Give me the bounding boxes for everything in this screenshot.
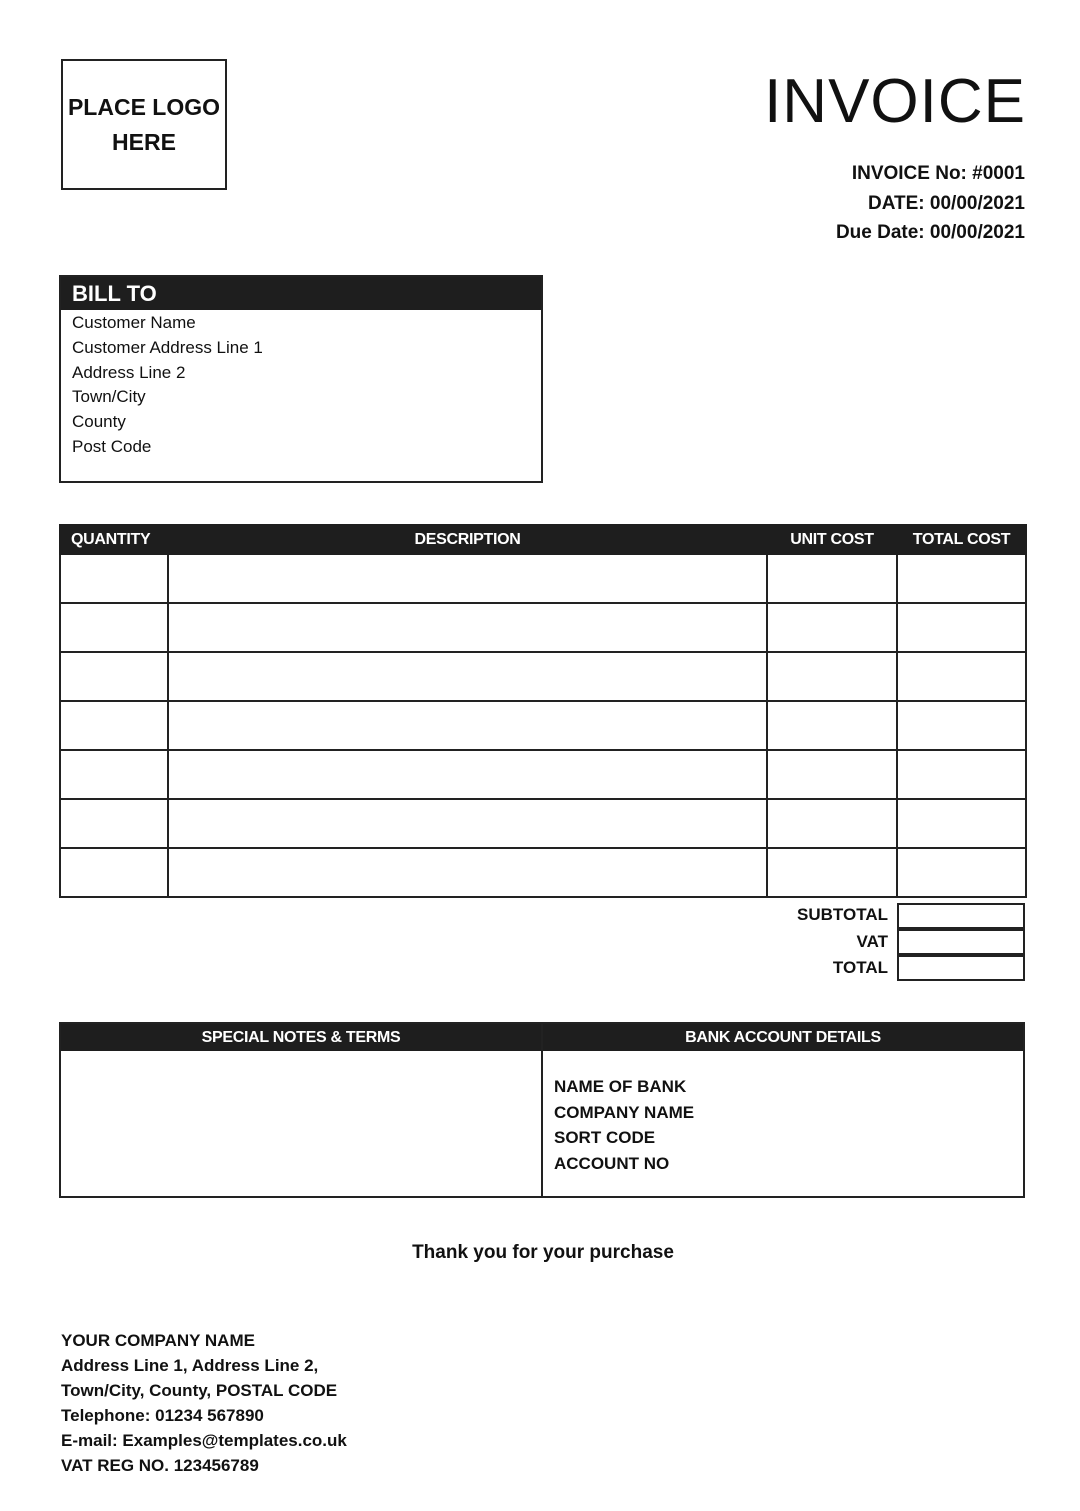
- unit-cost-cell[interactable]: [767, 701, 897, 750]
- column-header-quantity: QUANTITY: [60, 525, 168, 554]
- description-cell[interactable]: [168, 799, 767, 848]
- description-cell[interactable]: [168, 652, 767, 701]
- unit-cost-cell[interactable]: [767, 603, 897, 652]
- quantity-cell[interactable]: [60, 799, 168, 848]
- bank-details-body: [543, 1051, 1023, 1176]
- total-cost-cell[interactable]: [897, 652, 1026, 701]
- unit-cost-cell[interactable]: [767, 554, 897, 603]
- footer-line: VAT REG NO. 123456789: [61, 1456, 259, 1475]
- invoice-due-date: Due Date: 00/00/2021: [835, 222, 1025, 243]
- items-table: [59, 524, 1027, 898]
- unit-cost-cell[interactable]: [767, 652, 897, 701]
- total-cost-cell[interactable]: [897, 603, 1026, 652]
- table-row: [60, 848, 1026, 897]
- column-header-total-cost: TOTAL COST: [897, 525, 1026, 554]
- quantity-cell[interactable]: [60, 652, 168, 701]
- table-row: [60, 603, 1026, 652]
- total-cost-cell[interactable]: [897, 750, 1026, 799]
- bill-to-line: Town/City: [72, 387, 146, 407]
- total-label: TOTAL: [832, 958, 888, 977]
- column-header-unit-cost: UNIT COST: [767, 525, 897, 554]
- footer-line: Address Line 1, Address Line 2,: [61, 1356, 319, 1375]
- items-header-row: [60, 525, 1026, 554]
- bill-to-line: Post Code: [72, 436, 152, 456]
- total-cost-cell[interactable]: [897, 701, 1026, 750]
- logo-placeholder: PLACE LOGO HERE: [61, 59, 227, 190]
- description-cell[interactable]: [168, 701, 767, 750]
- bank-detail-line: ACCOUNT NO: [554, 1153, 670, 1173]
- bill-to-line: Customer Address Line 1: [72, 337, 263, 357]
- table-row: [60, 799, 1026, 848]
- thank-you-message: Thank you for your purchase: [412, 1242, 674, 1263]
- bill-to-line: Address Line 2: [72, 362, 186, 382]
- total-cost-cell[interactable]: [897, 554, 1026, 603]
- table-row: [60, 554, 1026, 603]
- bank-detail-line: SORT CODE: [554, 1128, 656, 1147]
- invoice-date: DATE: 00/00/2021: [867, 193, 1025, 214]
- invoice-number: INVOICE No: #0001: [851, 163, 1025, 184]
- bill-to-heading: BILL TO: [61, 277, 541, 310]
- unit-cost-cell[interactable]: [767, 799, 897, 848]
- description-cell[interactable]: [168, 848, 767, 897]
- table-row: [60, 701, 1026, 750]
- footer-line: Telephone: 01234 567890: [61, 1406, 264, 1425]
- notes-bank-section: [59, 1022, 1025, 1198]
- quantity-cell[interactable]: [60, 701, 168, 750]
- total-cost-cell[interactable]: [897, 799, 1026, 848]
- quantity-cell[interactable]: [60, 750, 168, 799]
- special-notes-box: [61, 1024, 543, 1196]
- table-row: [60, 750, 1026, 799]
- subtotal-value[interactable]: [897, 903, 1025, 929]
- unit-cost-cell[interactable]: [767, 848, 897, 897]
- quantity-cell[interactable]: [60, 603, 168, 652]
- bill-to-section: [59, 275, 543, 483]
- description-cell[interactable]: [168, 554, 767, 603]
- vat-label: VAT: [856, 932, 888, 951]
- bill-to-lines: [61, 310, 541, 460]
- total-value[interactable]: [897, 955, 1025, 981]
- footer-line: E-mail: Examples@templates.co.uk: [61, 1431, 347, 1450]
- unit-cost-cell[interactable]: [767, 750, 897, 799]
- footer-line: YOUR COMPANY NAME: [61, 1331, 255, 1350]
- company-footer: [61, 1328, 347, 1478]
- bank-detail-line: COMPANY NAME: [554, 1102, 695, 1122]
- footer-line: Town/City, County, POSTAL CODE: [61, 1381, 338, 1400]
- column-header-description: DESCRIPTION: [168, 525, 767, 554]
- invoice-title: INVOICE: [764, 67, 1026, 136]
- table-row: [60, 652, 1026, 701]
- subtotal-label: SUBTOTAL: [797, 905, 888, 924]
- description-cell[interactable]: [168, 603, 767, 652]
- quantity-cell[interactable]: [60, 554, 168, 603]
- bank-details-heading: BANK ACCOUNT DETAILS: [543, 1024, 1023, 1051]
- description-cell[interactable]: [168, 750, 767, 799]
- vat-value[interactable]: [897, 929, 1025, 955]
- quantity-cell[interactable]: [60, 848, 168, 897]
- bank-detail-line: NAME OF BANK: [554, 1077, 687, 1096]
- bank-details-box: [543, 1024, 1023, 1196]
- bill-to-line: Customer Name: [72, 313, 196, 332]
- special-notes-heading: SPECIAL NOTES & TERMS: [61, 1024, 541, 1051]
- total-cost-cell[interactable]: [897, 848, 1026, 897]
- bill-to-line: County: [72, 412, 126, 432]
